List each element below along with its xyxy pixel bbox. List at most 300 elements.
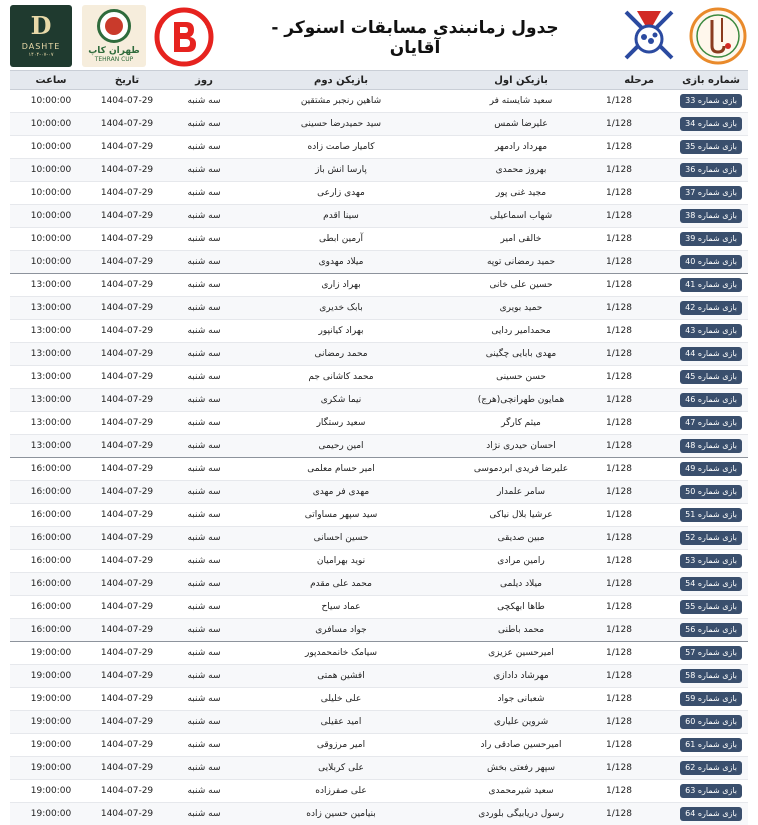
player2-cell: علی کربلایی — [318, 763, 364, 773]
game-number-badge: بازی شماره 56 — [680, 623, 742, 637]
table-row — [10, 734, 748, 757]
player1-cell: مهرشاد دادازی — [493, 671, 549, 681]
day-cell: سه شنبه — [187, 211, 221, 221]
game-cell — [658, 550, 748, 572]
day-cell: سه شنبه — [187, 625, 221, 635]
table-row — [10, 274, 748, 297]
time-cell: 19:00:00 — [30, 717, 72, 727]
player2-cell: سعید رستگار — [316, 418, 366, 428]
date-cell: 1404-07-29 — [100, 96, 154, 106]
round-cell: 1/128 — [606, 763, 632, 773]
game-number-badge: بازی شماره 50 — [680, 485, 742, 499]
date-cell: 1404-07-29 — [100, 119, 154, 129]
player2-cell: سینا اقدم — [323, 211, 359, 221]
time-cell: 13:00:00 — [30, 280, 72, 290]
table-row — [10, 803, 748, 825]
player1-cell: احسان حیدری نژاد — [486, 441, 556, 451]
day-cell: سه شنبه — [187, 579, 221, 589]
table-row — [10, 228, 748, 251]
player2-cell: آرمین ابطی — [319, 234, 363, 244]
day-cell: سه شنبه — [187, 763, 221, 773]
game-cell — [658, 596, 748, 618]
dashte-logo-mark: D — [30, 11, 52, 40]
time-cell: 13:00:00 — [30, 326, 72, 336]
game-number-badge: بازی شماره 52 — [680, 531, 742, 545]
day-cell: سه شنبه — [187, 372, 221, 382]
player2-cell: علی صفرزاده — [315, 786, 367, 796]
game-cell — [658, 366, 748, 388]
player1-cell: رامین مرادی — [497, 556, 545, 566]
date-cell: 1404-07-29 — [100, 395, 154, 405]
game-cell — [658, 412, 748, 434]
game-number-badge: بازی شماره 34 — [680, 117, 742, 131]
time-cell: 13:00:00 — [30, 441, 72, 451]
round-cell: 1/128 — [606, 234, 632, 244]
day-cell: سه شنبه — [187, 326, 221, 336]
time-cell: 16:00:00 — [30, 556, 72, 566]
player1-cell: علیرضا شمس — [494, 119, 548, 129]
table-row — [10, 136, 748, 159]
round-cell: 1/128 — [606, 694, 632, 704]
player1-cell: مهدی بابایی چگینی — [485, 349, 557, 359]
day-cell: سه شنبه — [187, 349, 221, 359]
date-cell: 1404-07-29 — [100, 257, 154, 267]
time-cell: 19:00:00 — [30, 740, 72, 750]
day-cell: سه شنبه — [187, 533, 221, 543]
player2-cell: بابک خدیری — [319, 303, 363, 313]
day-cell: سه شنبه — [187, 395, 221, 405]
game-cell — [658, 711, 748, 733]
game-number-badge: بازی شماره 44 — [680, 347, 742, 361]
player1-cell: سعید شیرمحمدی — [488, 786, 554, 796]
game-number-badge: بازی شماره 64 — [680, 807, 742, 821]
col-header-game: شماره بازی — [682, 74, 740, 86]
game-number-badge: بازی شماره 61 — [680, 738, 742, 752]
player2-cell: مهدی زارعی — [317, 188, 365, 198]
table-row — [10, 573, 748, 596]
col-header-date: تاریخ — [114, 74, 140, 86]
player1-cell: مجید غنی پور — [495, 188, 547, 198]
date-cell: 1404-07-29 — [100, 303, 154, 313]
time-cell: 16:00:00 — [30, 625, 72, 635]
player2-cell: عماد سیاح — [321, 602, 361, 612]
round-cell: 1/128 — [606, 740, 632, 750]
time-cell: 13:00:00 — [30, 372, 72, 382]
time-cell: 19:00:00 — [30, 694, 72, 704]
time-cell: 19:00:00 — [30, 763, 72, 773]
table-row — [10, 780, 748, 803]
tehran-cup-logo-sub: TEHRAN CUP — [94, 56, 134, 63]
table-row — [10, 435, 748, 458]
time-cell: 10:00:00 — [30, 96, 72, 106]
date-cell: 1404-07-29 — [100, 280, 154, 290]
player2-cell: امیر مرزوقی — [316, 740, 366, 750]
game-cell — [658, 320, 748, 342]
table-row — [10, 182, 748, 205]
player2-cell: محمد کاشانی جم — [308, 372, 374, 382]
billiard-movement-logo — [152, 4, 216, 68]
player1-cell: سپهر رفعتی بخش — [486, 763, 556, 773]
round-cell: 1/128 — [606, 809, 632, 819]
date-cell: 1404-07-29 — [100, 717, 154, 727]
day-cell: سه شنبه — [187, 717, 221, 727]
round-cell: 1/128 — [606, 326, 632, 336]
game-number-badge: بازی شماره 42 — [680, 301, 742, 315]
game-cell — [658, 665, 748, 687]
table-header — [10, 70, 748, 90]
day-cell: سه شنبه — [187, 119, 221, 129]
game-cell — [658, 297, 748, 319]
game-cell — [658, 573, 748, 595]
time-cell: 19:00:00 — [30, 786, 72, 796]
time-cell: 10:00:00 — [30, 142, 72, 152]
player1-cell: امیرحسین عزیزی — [488, 648, 554, 658]
day-cell: سه شنبه — [187, 602, 221, 612]
round-cell: 1/128 — [606, 257, 632, 267]
date-cell: 1404-07-29 — [100, 487, 154, 497]
game-cell — [658, 619, 748, 641]
table-row — [10, 320, 748, 343]
table-row — [10, 366, 748, 389]
game-cell — [658, 159, 748, 181]
table-row — [10, 343, 748, 366]
game-cell — [658, 642, 748, 664]
game-cell — [658, 481, 748, 503]
round-cell: 1/128 — [606, 211, 632, 221]
page-title: جدول زمانبندی مسابقات اسنوکر - آقایان — [271, 18, 559, 58]
player2-cell: نوید بهرامیان — [316, 556, 366, 566]
game-number-badge: بازی شماره 58 — [680, 669, 742, 683]
time-cell: 13:00:00 — [30, 418, 72, 428]
time-cell: 13:00:00 — [30, 303, 72, 313]
table-row — [10, 389, 748, 412]
player2-cell: جواد مسافری — [315, 625, 367, 635]
round-cell: 1/128 — [606, 372, 632, 382]
game-cell — [658, 688, 748, 710]
player2-cell: شاهین رنجبر مشتقین — [300, 96, 382, 106]
day-cell: سه شنبه — [187, 418, 221, 428]
game-number-badge: بازی شماره 49 — [680, 462, 742, 476]
time-cell: 16:00:00 — [30, 579, 72, 589]
player1-cell: سامر علمدار — [496, 487, 546, 497]
player1-cell: حمید بویری — [499, 303, 543, 313]
round-cell: 1/128 — [606, 280, 632, 290]
date-cell: 1404-07-29 — [100, 165, 154, 175]
game-cell — [658, 251, 748, 273]
date-cell: 1404-07-29 — [100, 464, 154, 474]
date-cell: 1404-07-29 — [100, 349, 154, 359]
game-number-badge: بازی شماره 40 — [680, 255, 742, 269]
game-cell — [658, 136, 748, 158]
player1-cell: مبین صدیقی — [497, 533, 545, 543]
day-cell: سه شنبه — [187, 786, 221, 796]
player1-cell: میثم کارگر — [501, 418, 541, 428]
col-header-player1: بازیکن اول — [494, 74, 548, 86]
player1-cell: شعبانی جواد — [497, 694, 545, 704]
player1-cell: شروین علیاری — [493, 717, 549, 727]
date-cell: 1404-07-29 — [100, 556, 154, 566]
game-number-badge: بازی شماره 47 — [680, 416, 742, 430]
tehran-cup-logo-text: طهران کاپ — [88, 46, 140, 56]
day-cell: سه شنبه — [187, 648, 221, 658]
player1-cell: علیرضا فریدی ابردموسی — [473, 464, 569, 474]
table-row — [10, 504, 748, 527]
day-cell: سه شنبه — [187, 96, 221, 106]
player1-cell: میلاد دیلمی — [500, 579, 542, 589]
round-cell: 1/128 — [606, 395, 632, 405]
game-number-badge: بازی شماره 46 — [680, 393, 742, 407]
game-number-badge: بازی شماره 38 — [680, 209, 742, 223]
game-cell — [658, 757, 748, 779]
round-cell: 1/128 — [606, 671, 632, 681]
table-row — [10, 550, 748, 573]
game-cell — [658, 343, 748, 365]
game-cell — [658, 803, 748, 825]
game-cell — [658, 182, 748, 204]
player1-cell: عرشیا بلال نیاکی — [489, 510, 553, 520]
date-cell: 1404-07-29 — [100, 671, 154, 681]
round-cell: 1/128 — [606, 648, 632, 658]
game-number-badge: بازی شماره 41 — [680, 278, 742, 292]
time-cell: 19:00:00 — [30, 648, 72, 658]
player2-cell: محمد علی مقدم — [310, 579, 372, 589]
col-header-player2: بازیکن دوم — [314, 74, 368, 86]
round-cell: 1/128 — [606, 142, 632, 152]
day-cell: سه شنبه — [187, 556, 221, 566]
time-cell: 19:00:00 — [30, 809, 72, 819]
table-row — [10, 113, 748, 136]
game-number-badge: بازی شماره 36 — [680, 163, 742, 177]
player2-cell: بنیامین حسین زاده — [306, 809, 376, 819]
player1-cell: بهروز محمدی — [495, 165, 547, 175]
day-cell: سه شنبه — [187, 487, 221, 497]
table-row — [10, 596, 748, 619]
day-cell: سه شنبه — [187, 257, 221, 267]
player2-cell: امیر حسام معلمی — [307, 464, 375, 474]
round-cell: 1/128 — [606, 303, 632, 313]
table-row — [10, 757, 748, 780]
game-cell — [658, 734, 748, 756]
round-cell: 1/128 — [606, 487, 632, 497]
table-row — [10, 665, 748, 688]
player1-cell: همایون طهرانچی(هرج) — [477, 395, 565, 405]
round-cell: 1/128 — [606, 556, 632, 566]
game-number-badge: بازی شماره 43 — [680, 324, 742, 338]
day-cell: سه شنبه — [187, 234, 221, 244]
snooker-cue-logo — [620, 6, 678, 64]
round-cell: 1/128 — [606, 96, 632, 106]
game-number-badge: بازی شماره 53 — [680, 554, 742, 568]
table-row — [10, 688, 748, 711]
date-cell: 1404-07-29 — [100, 763, 154, 773]
player1-cell: حسین علی خانی — [489, 280, 553, 290]
page-header — [0, 0, 758, 70]
time-cell: 10:00:00 — [30, 257, 72, 267]
round-cell: 1/128 — [606, 510, 632, 520]
table-row — [10, 481, 748, 504]
game-cell — [658, 458, 748, 480]
game-cell — [658, 228, 748, 250]
game-number-badge: بازی شماره 60 — [680, 715, 742, 729]
round-cell: 1/128 — [606, 602, 632, 612]
day-cell: سه شنبه — [187, 142, 221, 152]
bm-logo-text: BILLIARD MOVEMENT — [157, 7, 211, 30]
game-cell — [658, 504, 748, 526]
date-cell: 1404-07-29 — [100, 510, 154, 520]
game-number-badge: بازی شماره 59 — [680, 692, 742, 706]
time-cell: 10:00:00 — [30, 234, 72, 244]
player2-cell: محمد رمضانی — [314, 349, 368, 359]
col-header-day: روز — [195, 74, 213, 86]
round-cell: 1/128 — [606, 119, 632, 129]
game-number-badge: بازی شماره 37 — [680, 186, 742, 200]
col-header-time: ساعت — [35, 74, 67, 86]
round-cell: 1/128 — [606, 464, 632, 474]
time-cell: 16:00:00 — [30, 510, 72, 520]
tehran-cup-logo — [82, 5, 146, 67]
time-cell: 16:00:00 — [30, 487, 72, 497]
game-number-badge: بازی شماره 45 — [680, 370, 742, 384]
player1-cell: طاها ابهکچی — [497, 602, 545, 612]
day-cell: سه شنبه — [187, 694, 221, 704]
player2-cell: نیما شکری — [320, 395, 362, 405]
player2-cell: سید سپهر مساواتی — [304, 510, 378, 520]
round-cell: 1/128 — [606, 579, 632, 589]
player2-cell: پارسا انش باز — [315, 165, 367, 175]
date-cell: 1404-07-29 — [100, 579, 154, 589]
game-cell — [658, 435, 748, 457]
day-cell: سه شنبه — [187, 441, 221, 451]
date-cell: 1404-07-29 — [100, 602, 154, 612]
round-cell: 1/128 — [606, 717, 632, 727]
date-cell: 1404-07-29 — [100, 533, 154, 543]
player1-cell: سعید شایسته فر — [489, 96, 553, 106]
game-cell — [658, 389, 748, 411]
federation-circle-logo — [688, 6, 748, 66]
game-number-badge: بازی شماره 35 — [680, 140, 742, 154]
table-row — [10, 619, 748, 642]
date-cell: 1404-07-29 — [100, 694, 154, 704]
game-cell — [658, 527, 748, 549]
day-cell: سه شنبه — [187, 188, 221, 198]
game-cell — [658, 274, 748, 296]
time-cell: 10:00:00 — [30, 211, 72, 221]
date-cell: 1404-07-29 — [100, 326, 154, 336]
game-cell — [658, 205, 748, 227]
game-number-badge: بازی شماره 33 — [680, 94, 742, 108]
date-cell: 1404-07-29 — [100, 372, 154, 382]
time-cell: 16:00:00 — [30, 464, 72, 474]
player2-cell: سیامک خانمحمدپور — [305, 648, 377, 658]
date-cell: 1404-07-29 — [100, 648, 154, 658]
round-cell: 1/128 — [606, 188, 632, 198]
day-cell: سه شنبه — [187, 510, 221, 520]
time-cell: 13:00:00 — [30, 349, 72, 359]
game-number-badge: بازی شماره 63 — [680, 784, 742, 798]
day-cell: سه شنبه — [187, 809, 221, 819]
player1-cell: امیرحسین صادقی راد — [480, 740, 562, 750]
time-cell: 16:00:00 — [30, 602, 72, 612]
dashte-logo — [10, 5, 72, 67]
game-cell — [658, 113, 748, 135]
player1-cell: محمد باطنی — [497, 625, 545, 635]
date-cell: 1404-07-29 — [100, 142, 154, 152]
table-row — [10, 642, 748, 665]
time-cell: 19:00:00 — [30, 671, 72, 681]
table-body — [10, 90, 748, 825]
player2-cell: علی خلیلی — [320, 694, 362, 704]
date-cell: 1404-07-29 — [100, 418, 154, 428]
player2-cell: مهدی فر مهدی — [312, 487, 370, 497]
time-cell: 16:00:00 — [30, 533, 72, 543]
date-cell: 1404-07-29 — [100, 188, 154, 198]
day-cell: سه شنبه — [187, 303, 221, 313]
day-cell: سه شنبه — [187, 671, 221, 681]
tehran-cup-seal-icon — [97, 9, 131, 43]
date-cell: 1404-07-29 — [100, 234, 154, 244]
game-number-badge: بازی شماره 62 — [680, 761, 742, 775]
player1-cell: شهاب اسماعیلی — [489, 211, 553, 221]
day-cell: سه شنبه — [187, 464, 221, 474]
game-number-badge: بازی شماره 54 — [680, 577, 742, 591]
table-row — [10, 297, 748, 320]
day-cell: سه شنبه — [187, 280, 221, 290]
table-row — [10, 90, 748, 113]
player1-cell: حمید رمضانی توپه — [486, 257, 556, 267]
table-row — [10, 711, 748, 734]
game-cell — [658, 780, 748, 802]
game-number-badge: بازی شماره 51 — [680, 508, 742, 522]
table-row — [10, 205, 748, 228]
time-cell: 10:00:00 — [30, 188, 72, 198]
player2-cell: امین رحیمی — [318, 441, 364, 451]
date-cell: 1404-07-29 — [100, 441, 154, 451]
day-cell: سه شنبه — [187, 165, 221, 175]
schedule-table — [10, 70, 748, 825]
player1-cell: رسول دریابیگی بلوردی — [478, 809, 564, 819]
game-number-badge: بازی شماره 39 — [680, 232, 742, 246]
round-cell: 1/128 — [606, 786, 632, 796]
dashte-logo-sub: ۱۴۰۴-۰۷-۰۷ — [28, 52, 54, 58]
game-number-badge: بازی شماره 55 — [680, 600, 742, 614]
table-row — [10, 412, 748, 435]
player2-cell: بهراد زاری — [321, 280, 361, 290]
player2-cell: بهراد کیانپور — [318, 326, 364, 336]
round-cell: 1/128 — [606, 165, 632, 175]
table-row — [10, 159, 748, 182]
date-cell: 1404-07-29 — [100, 786, 154, 796]
player1-cell: خالقی امیر — [500, 234, 542, 244]
date-cell: 1404-07-29 — [100, 625, 154, 635]
game-cell — [658, 90, 748, 112]
round-cell: 1/128 — [606, 533, 632, 543]
player2-cell: امید عقیلی — [320, 717, 362, 727]
game-number-badge: بازی شماره 57 — [680, 646, 742, 660]
game-number-badge: بازی شماره 48 — [680, 439, 742, 453]
day-cell: سه شنبه — [187, 740, 221, 750]
player2-cell: افشین همتی — [317, 671, 365, 681]
dashte-logo-text: DASHTE — [21, 42, 61, 51]
round-cell: 1/128 — [606, 418, 632, 428]
col-header-round: مرحله — [624, 74, 654, 86]
date-cell: 1404-07-29 — [100, 740, 154, 750]
round-cell: 1/128 — [606, 349, 632, 359]
player1-cell: مهرداد رادمهر — [494, 142, 548, 152]
player2-cell: کامیار صامت زاده — [307, 142, 375, 152]
time-cell: 10:00:00 — [30, 119, 72, 129]
player2-cell: میلاد مهدوی — [318, 257, 364, 267]
table-row — [10, 458, 748, 481]
